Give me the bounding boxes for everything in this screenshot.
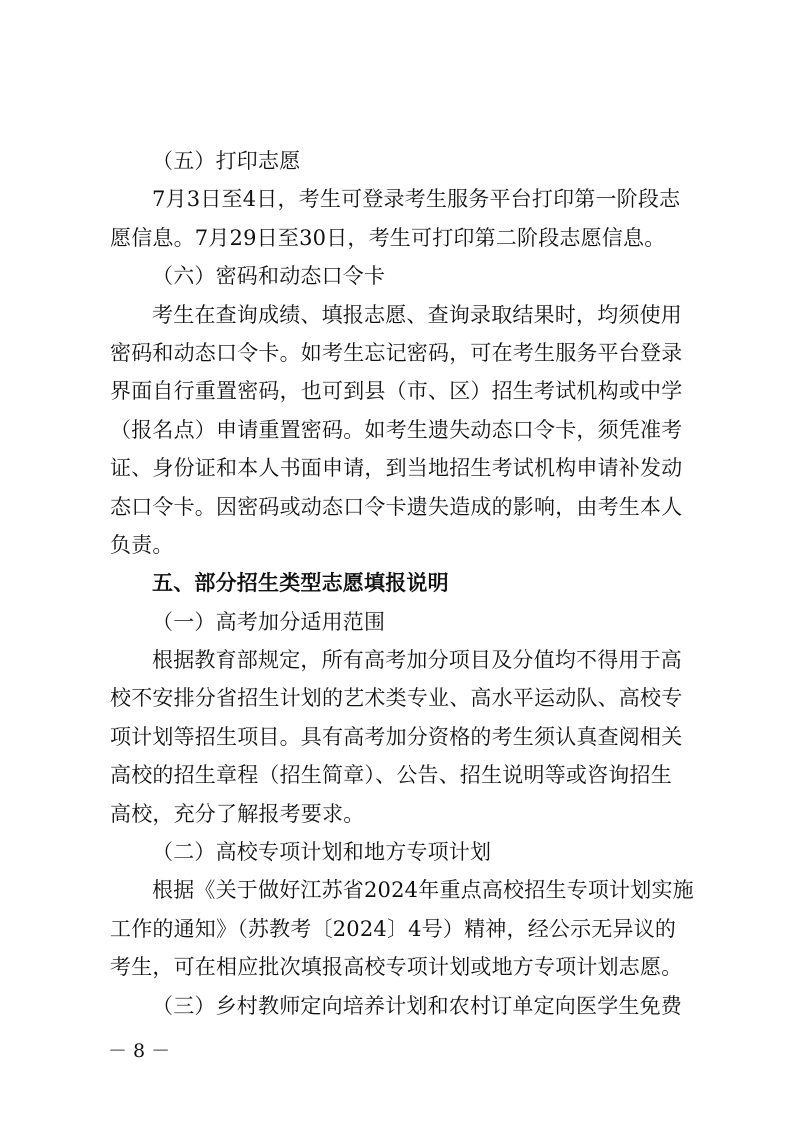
paragraph-line: 证、身份证和本人书面申请，到当地招生考试机构申请补发动 [110, 456, 683, 481]
paragraph-line: 根据《关于做好江苏省2024年重点高校招生专项计划实施 [152, 878, 694, 903]
paragraph-line: 7月3日至4日，考生可登录考生服务平台打印第一阶段志 [152, 187, 681, 212]
subheading-password-token-card: （六）密码和动态口令卡 [152, 264, 386, 289]
subheading-special-plans: （二）高校专项计划和地方专项计划 [152, 840, 492, 865]
paragraph-line: 高校，充分了解报考要求。 [110, 801, 365, 826]
paragraph-line: 负责。 [110, 532, 174, 557]
document-body [110, 142, 695, 1025]
subheading-print-preferences: （五）打印志愿 [152, 149, 301, 173]
subheading-rural-teacher-plan: （三）乡村教师定向培养计划和农村订单定向医学生免费 [152, 993, 682, 1018]
paragraph-line: 工作的通知》（苏教考〔2024〕4号）精神，经公示无异议的 [110, 916, 677, 941]
paragraph-line: 考生，可在相应批次填报高校专项计划或地方专项计划志愿。 [110, 955, 683, 980]
paragraph-line: 密码和动态口令卡。如考生忘记密码，可在考生服务平台登录 [110, 340, 683, 365]
page-number: － 8 － [108, 1040, 171, 1062]
paragraph-line: （报名点）申请重置密码。如考生遗失动态口令卡，须凭准考 [110, 417, 683, 442]
paragraph-line: 界面自行重置密码，也可到县（市、区）招生考试机构或中学 [110, 379, 683, 404]
paragraph-line: 高校的招生章程（招生简章）、公告、招生说明等或咨询招生 [110, 763, 672, 788]
paragraph-line: 根据教育部规定，所有高考加分项目及分值均不得用于高 [152, 648, 682, 673]
subheading-bonus-points-scope: （一）高考加分适用范围 [152, 609, 386, 634]
paragraph-line: 态口令卡。因密码或动态口令卡遗失造成的影响，由考生本人 [110, 494, 683, 519]
paragraph-line: 校不安排分省招生计划的艺术类专业、高水平运动队、高校专 [110, 686, 683, 711]
paragraph-line: 愿信息。7月29日至30日，考生可打印第二阶段志愿信息。 [110, 225, 666, 250]
paragraph-line: 项计划等招生项目。具有高考加分资格的考生须认真查阅相关 [110, 724, 683, 749]
section-heading-five: 五、部分招生类型志愿填报说明 [152, 571, 449, 596]
paragraph-line: 考生在查询成绩、填报志愿、查询录取结果时，均须使用 [152, 302, 682, 327]
